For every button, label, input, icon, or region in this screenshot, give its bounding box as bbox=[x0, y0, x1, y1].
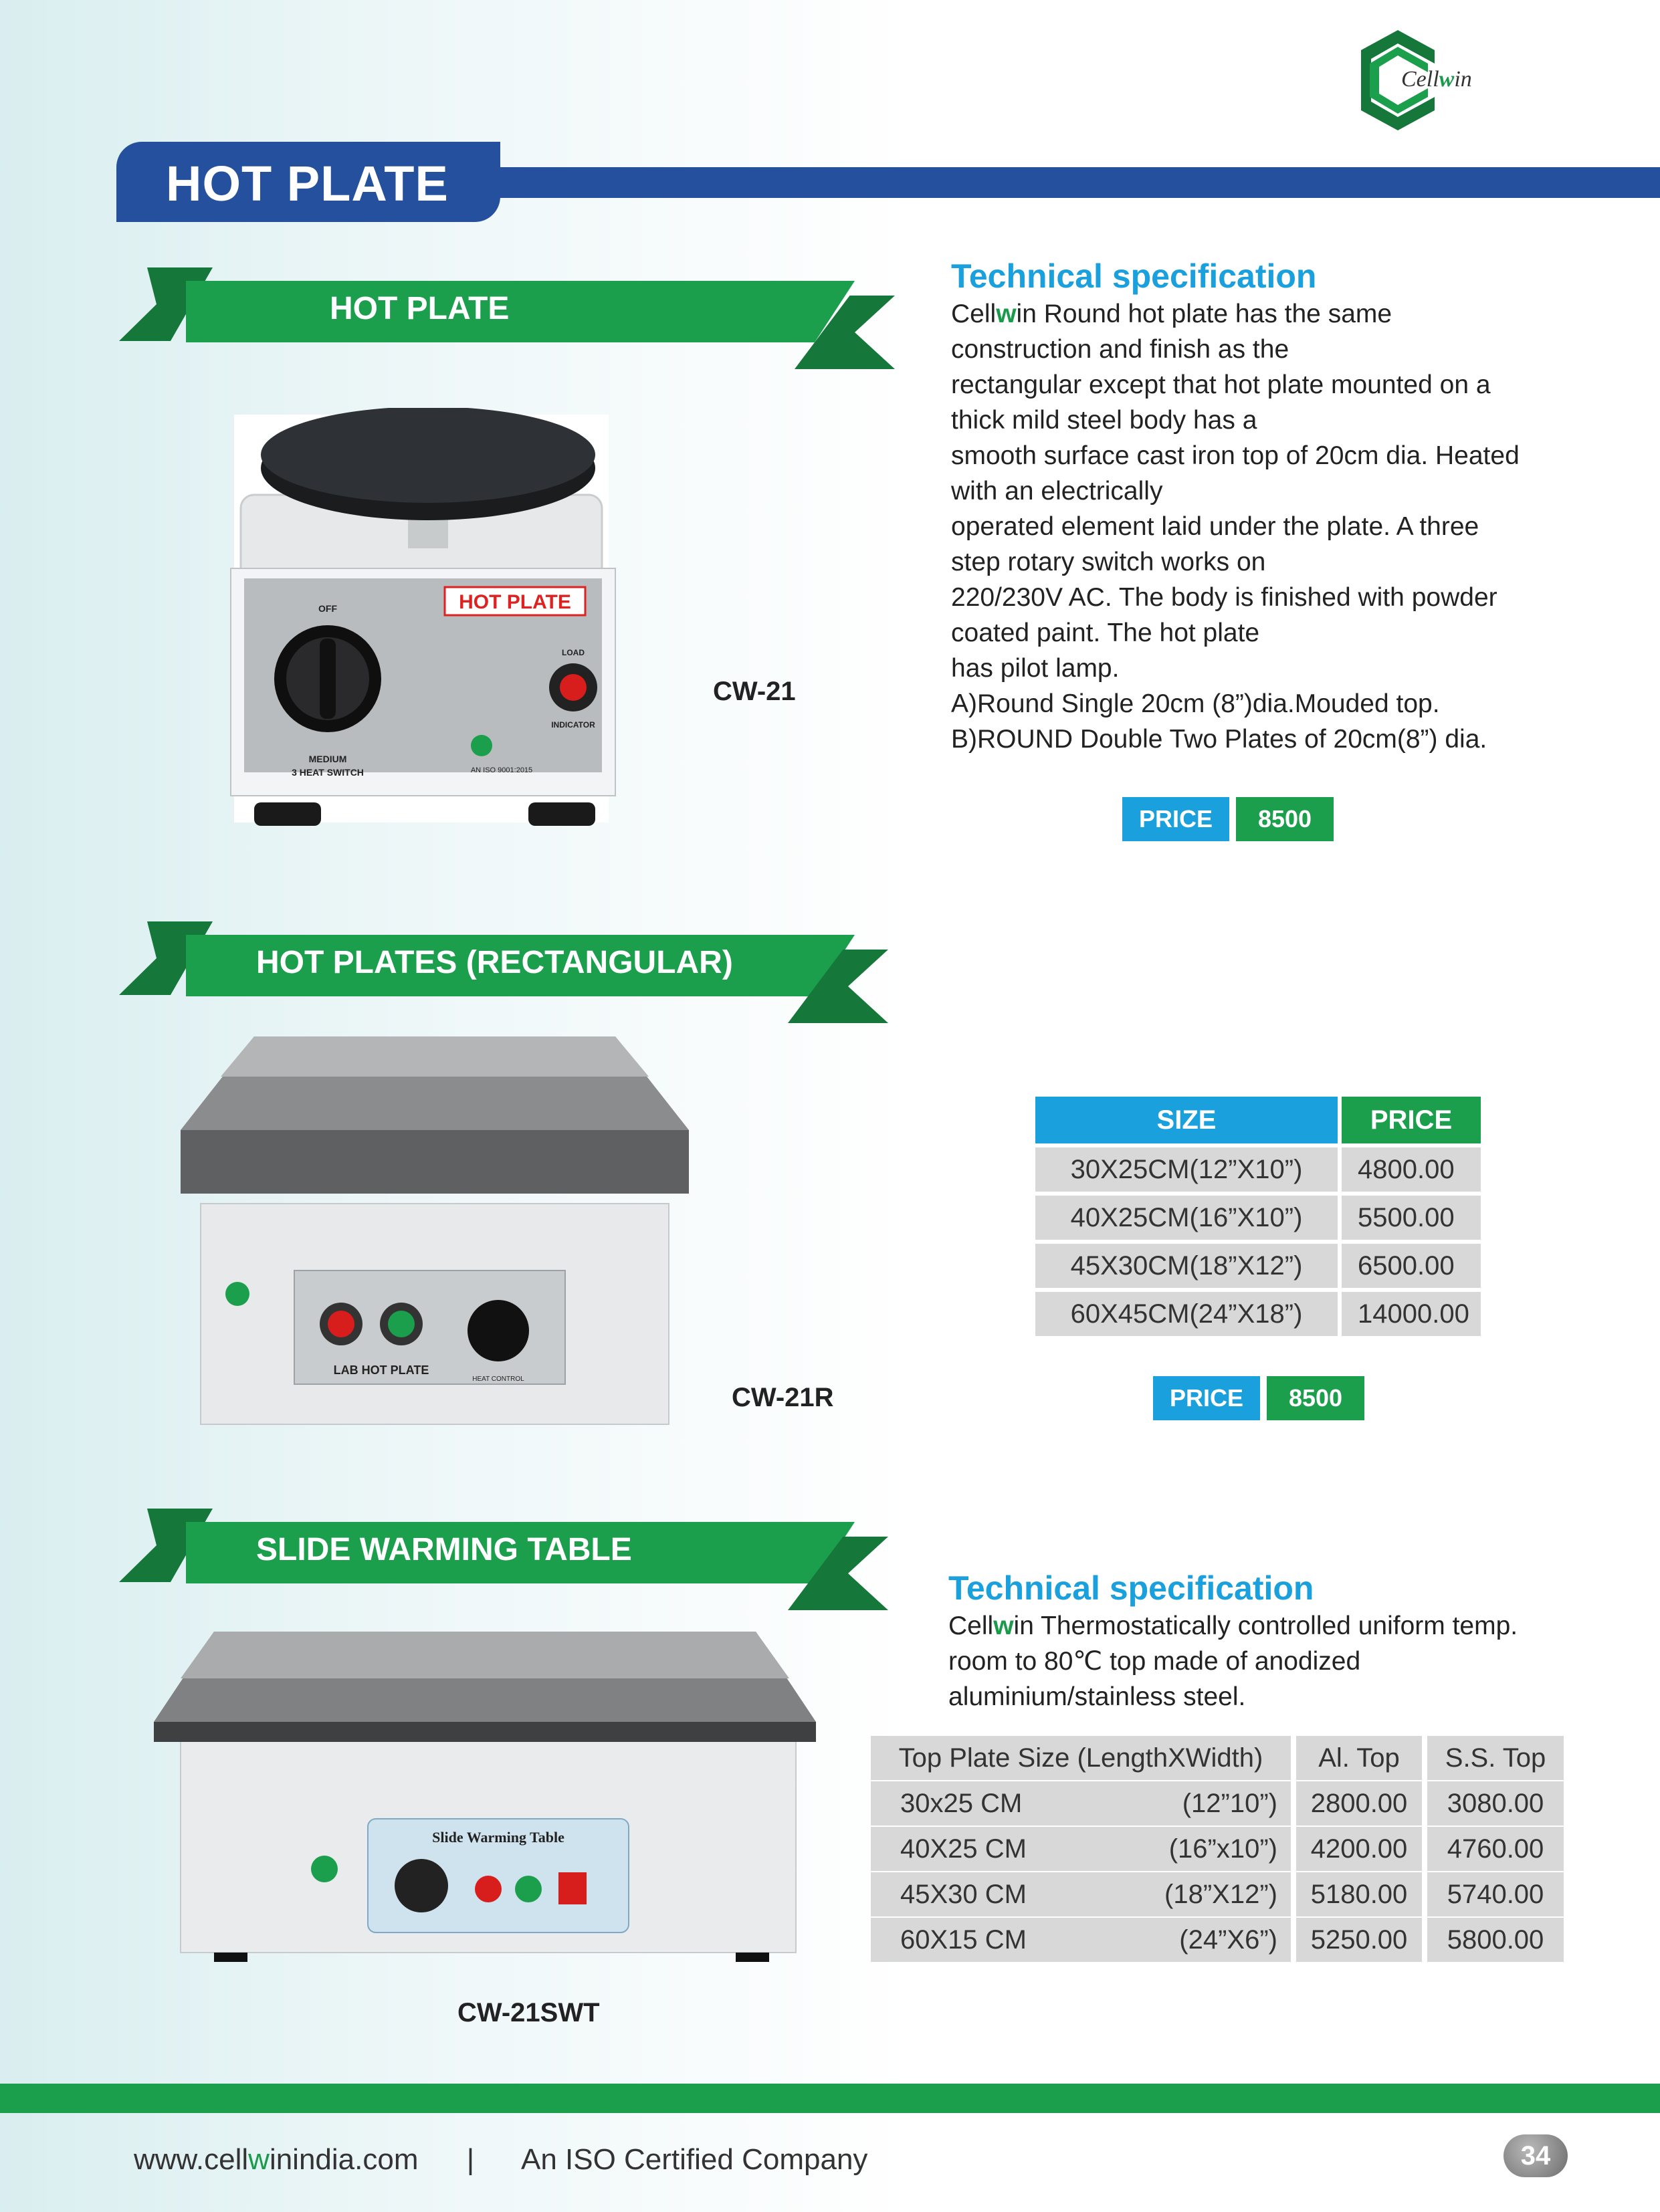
panel-label: HOT PLATE bbox=[459, 591, 571, 613]
table-row: 14000.00 bbox=[1342, 1292, 1481, 1336]
table-row: 5740.00 bbox=[1427, 1872, 1564, 1916]
price-label-2: PRICE bbox=[1153, 1376, 1260, 1420]
table-row: 5500.00 bbox=[1342, 1196, 1481, 1240]
spec-body-3: Cellwin Thermostatically controlled uniform temp. room to 80℃ top made of anodized aluminium/stainless steel. bbox=[948, 1612, 1518, 1711]
table-row: 40X25CM(16”X10”) bbox=[1035, 1196, 1338, 1240]
table-row: 6500.00 bbox=[1342, 1244, 1481, 1288]
ribbon-hot-plate bbox=[119, 281, 895, 341]
table-row: 2800.00 bbox=[1296, 1781, 1422, 1826]
page-title: HOT PLATE bbox=[166, 156, 449, 211]
table-row: 40X25 CM (16”x10”) bbox=[871, 1827, 1291, 1871]
table-row: 30x25 CM (12”10”) bbox=[871, 1781, 1291, 1826]
ribbon-label: HOT PLATES (RECTANGULAR) bbox=[256, 945, 733, 980]
panel-label: Slide Warming Table bbox=[432, 1829, 564, 1846]
round-hot-plate-image bbox=[207, 408, 662, 836]
table-row: 3080.00 bbox=[1427, 1781, 1564, 1826]
table-header-size: Top Plate Size (LengthXWidth) bbox=[871, 1736, 1291, 1780]
spec-title-3: Technical specification bbox=[948, 1569, 1314, 1607]
website-link[interactable]: www.cellwinindia.com bbox=[134, 2143, 419, 2176]
table-row: 4760.00 bbox=[1427, 1827, 1564, 1871]
panel-label: LAB HOT PLATE bbox=[333, 1363, 429, 1377]
rectangular-hot-plate-image bbox=[181, 1030, 702, 1431]
ribbon-label: SLIDE WARMING TABLE bbox=[256, 1532, 632, 1567]
load-label: LOAD bbox=[562, 648, 585, 657]
iso-label: AN ISO 9001:2015 bbox=[470, 766, 533, 774]
table-row: 5800.00 bbox=[1427, 1918, 1564, 1962]
switch-label: 3 HEAT SWITCH bbox=[292, 767, 364, 778]
ribbon-slide-warming bbox=[119, 1522, 895, 1582]
size-header: SIZE bbox=[1035, 1097, 1338, 1143]
ribbon-rectangular bbox=[119, 935, 895, 995]
table-row: 60X45CM(24”X18”) bbox=[1035, 1292, 1338, 1336]
off-label: OFF bbox=[318, 603, 337, 614]
spec-body-1: Cellwin Round hot plate has the same construction and finish as the rectangular except that hot plate mounted on a thick mild steel body has a smooth surface cast iron top of 20cm dia. Heated with an electrically operated element laid under the plate. A three step rotary switch works on 220/230V AC. The body is finished with powder coated paint. The hot plate has pilot lamp. A)Round Single 20cm (8”)dia.Mouded top. B)ROUND Double Two Plates of 20cm(8”) dia. bbox=[951, 300, 1520, 754]
model-cw-21r: CW-21R bbox=[732, 1383, 834, 1412]
indicator-label: INDICATOR bbox=[551, 720, 595, 730]
slide-warming-table-image bbox=[147, 1625, 829, 1973]
table-row: 5180.00 bbox=[1296, 1872, 1422, 1916]
header-bar bbox=[495, 167, 1660, 198]
model-cw-21: CW-21 bbox=[713, 677, 796, 706]
footer-tagline: An ISO Certified Company bbox=[520, 2143, 868, 2176]
price-value-1: 8500 bbox=[1236, 797, 1334, 841]
table-row: 4800.00 bbox=[1342, 1147, 1481, 1192]
table-header-ss: S.S. Top bbox=[1427, 1736, 1564, 1780]
medium-label: MEDIUM bbox=[308, 754, 347, 764]
table-row: 4200.00 bbox=[1296, 1827, 1422, 1871]
spec-title-1: Technical specification bbox=[951, 257, 1317, 295]
ribbon-label: HOT PLATE bbox=[330, 291, 510, 326]
heat-control-label: HEAT CONTROL bbox=[472, 1375, 524, 1383]
table-row: 60X15 CM (24”X6”) bbox=[871, 1918, 1291, 1962]
footer-bar bbox=[0, 2084, 1660, 2113]
model-cw-21swt: CW-21SWT bbox=[457, 1998, 600, 2027]
table-row: 45X30CM(18”X12”) bbox=[1035, 1244, 1338, 1288]
table-row: 30X25CM(12”X10”) bbox=[1035, 1147, 1338, 1192]
price-header: PRICE bbox=[1342, 1097, 1481, 1143]
logo-wordmark: Cellwin bbox=[1401, 67, 1472, 92]
page-number: 34 bbox=[1503, 2134, 1568, 2177]
price-value-2: 8500 bbox=[1267, 1376, 1364, 1420]
table-header-al: Al. Top bbox=[1296, 1736, 1422, 1780]
price-label-1: PRICE bbox=[1122, 797, 1229, 841]
table-row: 45X30 CM (18”X12”) bbox=[871, 1872, 1291, 1916]
footer-text: www.cellwinindia.com | An ISO Certified Company bbox=[134, 2143, 868, 2176]
table-row: 5250.00 bbox=[1296, 1918, 1422, 1962]
